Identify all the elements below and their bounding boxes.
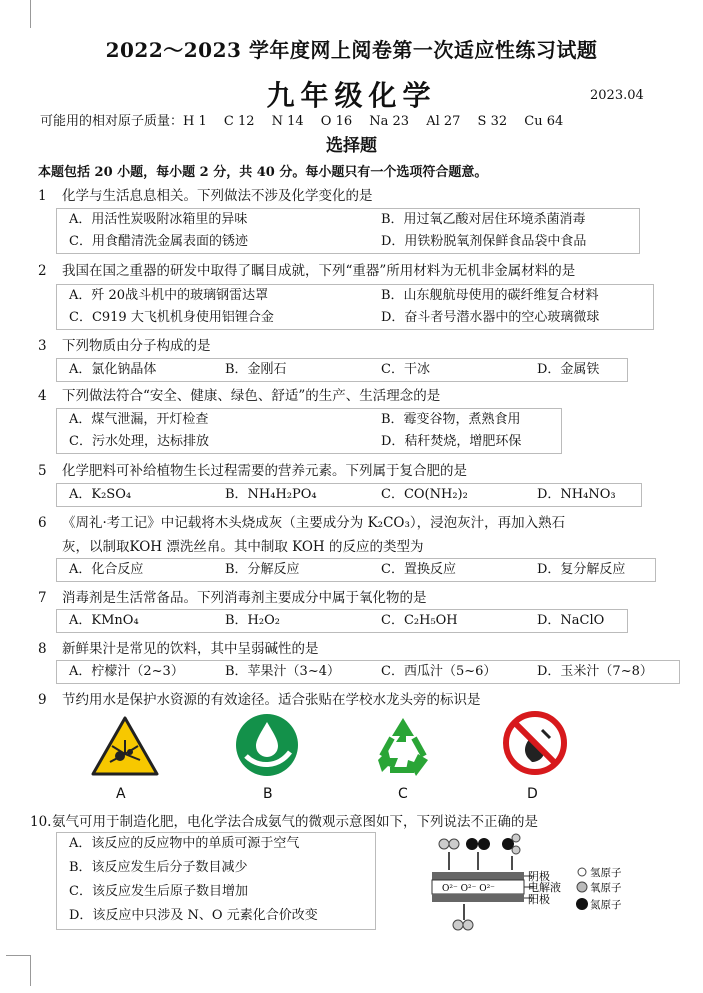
option-c[interactable]: C．污水处理，达标排放 — [69, 434, 209, 449]
section-intro: 本题包括 20 小题，每小题 2 分，共 40 分。每小题只有一个选项符合题意。 — [38, 165, 488, 180]
explosion-warning-icon[interactable] — [90, 714, 160, 778]
option-c[interactable]: C．该反应发生后原子数目增加 — [69, 884, 248, 899]
electrolysis-diagram — [424, 832, 638, 932]
legend-oxygen: 氧原子 — [590, 882, 622, 894]
option-c[interactable]: C．用食醋清洗金属表面的锈迹 — [69, 234, 248, 249]
option-d[interactable]: D．该反应中只涉及 N、O 元素化合价改变 — [69, 908, 318, 923]
option-d[interactable]: D．金属铁 — [537, 362, 600, 377]
option-a[interactable]: A．K₂SO₄ — [69, 487, 132, 502]
corner-mark-bottom-left — [6, 955, 31, 986]
option-a[interactable]: A．该反应的反应物中的单质可源于空气 — [69, 836, 300, 851]
option-d[interactable]: D．奋斗者号潜水器中的空心玻璃微球 — [381, 310, 600, 325]
sign-label-a: A — [116, 786, 126, 802]
cathode-label: 阴极 — [528, 870, 550, 883]
exam-title: 2022～2023 学年度网上阅卷第一次适应性练习试题 — [105, 38, 598, 62]
corner-mark-top-left — [6, 0, 31, 28]
water-saving-icon[interactable] — [234, 712, 300, 778]
option-a[interactable]: A．用活性炭吸附冰箱里的异味 — [69, 212, 248, 227]
exam-subtitle: 九年级化学 — [266, 79, 437, 112]
option-b[interactable]: B．山东舰航母使用的碳纤维复合材料 — [381, 288, 599, 303]
anode-label: 阳极 — [528, 893, 550, 906]
option-c[interactable]: C．干冰 — [381, 362, 430, 377]
options-grid-10 — [56, 832, 376, 930]
sign-label-d: D — [527, 786, 538, 802]
option-d[interactable]: D．复分解反应 — [537, 562, 626, 577]
option-c[interactable]: C．C₂H₅OH — [381, 613, 458, 628]
option-a[interactable]: A．氯化钠晶体 — [69, 362, 157, 377]
option-c[interactable]: C．C919 大飞机机身使用铝锂合金 — [69, 310, 274, 325]
question-8: 8 新鲜果汁是常见的饮料，其中呈弱碱性的是 — [38, 641, 319, 657]
option-a[interactable]: A．柠檬汁（2~3） — [69, 664, 184, 679]
oxide-ions-label: O²⁻ O²⁻ O²⁻ — [442, 884, 495, 894]
option-b[interactable]: B．金刚石 — [225, 362, 287, 377]
section-title: 选择题 — [326, 136, 377, 156]
option-a[interactable]: A．煤气泄漏，开灯检查 — [69, 412, 209, 427]
no-fire-icon[interactable] — [502, 710, 568, 776]
option-d[interactable]: D．NaClO — [537, 613, 605, 628]
electrolyte-label: 电解液 — [528, 881, 561, 894]
option-b[interactable]: B．H₂O₂ — [225, 613, 280, 628]
option-d[interactable]: D．秸秆焚烧，增肥环保 — [381, 434, 522, 449]
question-9: 9 节约用水是保护水资源的有效途径。适合张贴在学校水龙头旁的标识是 — [38, 692, 481, 708]
question-5: 5 化学肥料可补给植物生长过程需要的营养元素。下列属于复合肥的是 — [38, 463, 467, 479]
option-c[interactable]: C．西瓜汁（5~6） — [381, 664, 497, 679]
options-grid-1 — [56, 208, 640, 254]
question-2: 2 我国在国之重器的研发中取得了瞩目成就，下列“重器”所用材料为无机非金属材料的是 — [38, 263, 576, 279]
option-d[interactable]: D．用铁粉脱氧剂保鲜食品袋中食品 — [381, 234, 587, 249]
exam-date: 2023.04 — [590, 88, 644, 103]
option-b[interactable]: B．分解反应 — [225, 562, 300, 577]
option-b[interactable]: B．用过氧乙酸对居住环境杀菌消毒 — [381, 212, 586, 227]
option-d[interactable]: D．NH₄NO₃ — [537, 487, 616, 502]
option-a[interactable]: A．化合反应 — [69, 562, 144, 577]
question-6-continued: 灰，以制取KOH 漂洗丝帛。其中制取 KOH 的反应的类型为 — [62, 539, 424, 555]
options-grid-3 — [56, 358, 628, 382]
option-a[interactable]: A．KMnO₄ — [69, 613, 139, 628]
recycle-icon[interactable] — [370, 712, 436, 778]
option-b[interactable]: B．NH₄H₂PO₄ — [225, 487, 317, 502]
option-d[interactable]: D．玉米汁（7~8） — [537, 664, 653, 679]
option-b[interactable]: B．苹果汁（3~4） — [225, 664, 340, 679]
option-c[interactable]: C．CO(NH₂)₂ — [381, 487, 468, 502]
question-10: 10.氨气可用于制造化肥，电化学法合成氨气的微观示意图如下，下列说法不正确的是 — [30, 814, 538, 830]
question-1 — [38, 184, 373, 204]
options-grid-4 — [56, 408, 562, 454]
option-b[interactable]: B．该反应发生后分子数目减少 — [69, 860, 248, 875]
option-a[interactable]: A．歼 20战斗机中的玻璃钢雷达罩 — [69, 288, 269, 303]
legend-nitrogen: 氮原子 — [590, 899, 622, 911]
question-stem: 化学与生活息息相关。下列做法不涉及化学变化的是 — [62, 188, 373, 204]
question-3: 3 下列物质由分子构成的是 — [38, 338, 211, 354]
legend-hydrogen: 氢原子 — [590, 867, 622, 879]
sign-label-c: C — [398, 786, 408, 802]
options-grid-8 — [56, 660, 680, 684]
question-4: 4 下列做法符合“安全、健康、绿色、舒适”的生产、生活理念的是 — [38, 388, 441, 404]
sign-label-b: B — [263, 786, 273, 802]
options-grid-7 — [56, 609, 628, 633]
question-6: 6 《周礼·考工记》中记载将木头烧成灰（主要成分为 K₂CO₃），浸泡灰汁，再加入熟石 — [38, 515, 566, 531]
options-grid-2 — [56, 284, 654, 330]
atomic-masses: 可能用的相对原子质量：H 1 C 12 N 14 O 16 Na 23 Al 27 S 32 Cu 64 — [40, 114, 564, 129]
option-c[interactable]: C．置换反应 — [381, 562, 456, 577]
options-grid-6 — [56, 558, 656, 582]
options-grid-5 — [56, 483, 642, 507]
question-7: 7 消毒剂是生活常备品。下列消毒剂主要成分中属于氧化物的是 — [38, 590, 427, 606]
question-number: 1 — [38, 188, 47, 204]
option-b[interactable]: B．霉变谷物，煮熟食用 — [381, 412, 521, 427]
